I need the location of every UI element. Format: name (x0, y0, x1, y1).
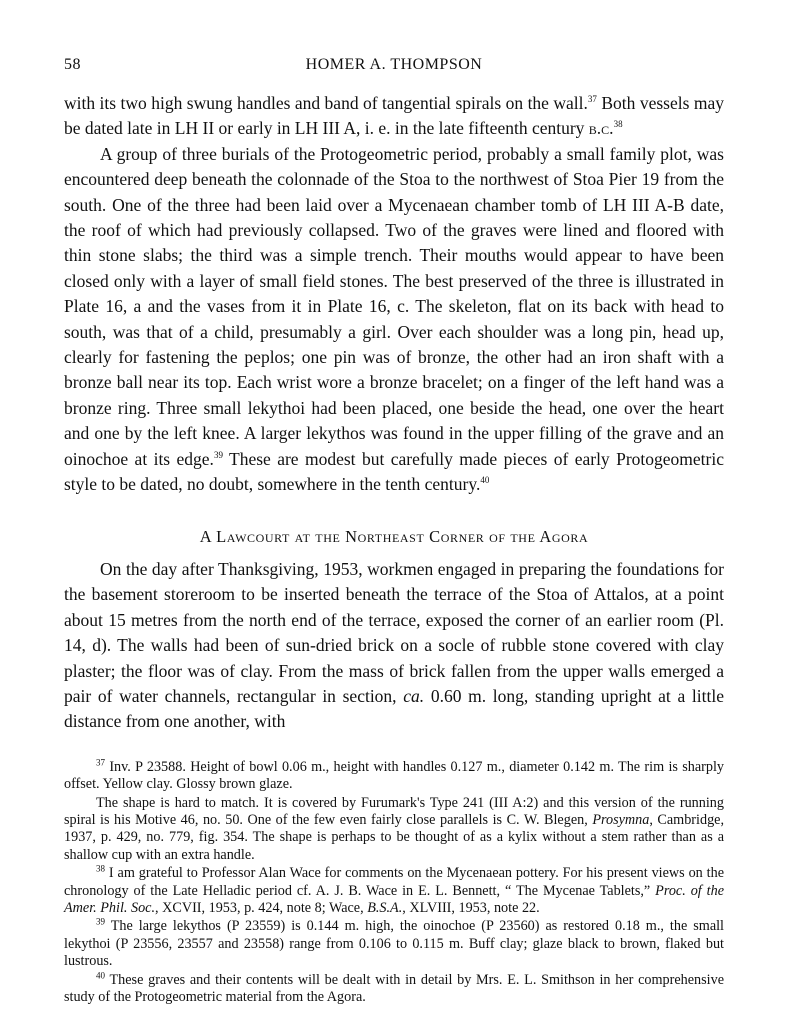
paragraph-burials: A group of three burials of the Protogeometric period, probably a small family plot, was encountered deep beneath the colonnade of the Stoa to the northwest of Stoa Pier 19 from the south. One of the three had been laid over a Mycenaean chamber tomb of LH III A-B date, the roof of which had previously collapsed. Two of the graves were lined and floored with thin stone slabs; the third was a simple trench. Their mouths would appear to have been closed only with a layer of small field stones. The best preserved of the three is illustrated in Plate 16, a and the vases from it in Plate 16, c. The skeleton, flat on its back with head to south, was that of a child, presumably a girl. Over each shoulder was a long pin, head up, clearly for fastening the peplos; one pin was of bronze, the other had an iron shaft with a bronze ball near its top. Each wrist wore a bronze bracelet; on a finger of the left hand was a bronze ring. Three small lekythoi had been placed, one beside the head, one over the heart and one by the left knee. A larger lekythos was found in the upper filling of the grave and an oinochoe at its edge.$^{39}$ These are modest but carefully made pieces of early Protogeometric style to be dated, no doubt, somewhere in the tenth century.$^{40}$ (64, 143, 724, 495)
footnote-37: $^{37}$ Inv. P 23588. Height of bowl 0.06 m., height with handles 0.127 m., diameter 0.142 m. The rim is sharply offset. Yellow clay. Glossy brown glaze. (64, 757, 724, 793)
running-header (64, 56, 724, 80)
footnotes (64, 759, 724, 1007)
footnote-37-continued: The shape is hard to match. It is covered by Furumark's Type 241 (III A:2) and this version of the running spiral is his Motive 46, no. 50. One of the few even fairly close parallels is C. W. Blegen, Prosymna, Cambridge, 1937, p. 429, no. 779, fig. 354. The shape is perhaps to be thought of as a kylix without a stem rather than as a shallow cup with an extra handle. (64, 794, 725, 863)
footnote-ref-40: 40 (480, 475, 490, 486)
footnote-38: $^{38}$ I am grateful to Professor Alan Wace for comments on the Mycenaean pottery. For his present views on the chronology of the Late Helladic period cf. A. J. B. Wace in E. L. Bennett, “ The Mycenae Tablets,” Proc. of the Amer. Phil. Soc., XCVII, 1953, p. 424, note 8; Wace, B.S.A., XLVIII, 1953, note 22. (64, 863, 724, 916)
page (64, 56, 724, 1007)
footnote-ref-37: 37 (587, 94, 597, 105)
footnote-ref-39: 39 (213, 449, 223, 460)
section-heading: A Lawcourt at the Northeast Corner of the Agora (199, 526, 589, 546)
footnote-ref-38: 38 (613, 119, 623, 130)
footnote-40: $^{40}$ These graves and their contents will be dealt with in detail by Mrs. E. L. Smithson in her comprehensive study of the Protogeometric material from the Agora. (64, 969, 724, 1006)
paragraph-lawcourt: On the day after Thanksgiving, 1953, workmen engaged in preparing the foundations for the basement storeroom to be inserted beneath the terrace of the Stoa of Attalos, at a point about 15 metres from the north end of the terrace, exposed the corner of an earlier room (Pl. 14, d). The walls had been of sun-dried brick on a socle of rubble stone covered with clay plaster; the floor was of clay. From the mass of brick fallen from the upper walls emerged a pair of water channels, rectangular in section, ca. 0.60 m. long, standing upright at a little distance from one another, with (64, 558, 724, 732)
page-number: 58 (64, 56, 81, 73)
body-text (64, 91, 724, 735)
paragraph-continued: with its two high swung handles and band of tangential spirals on the wall.$^{37}$ Both vessels may be dated late in LH II or early in LH III A, i. e. in the late fifteenth century b.c.$^{38}$ (64, 93, 724, 139)
footnote-39: $^{39}$ The large lekythos (P 23559) is 0.144 m. high, the oinochoe (P 23560) as restored 0.18 m., the small lekythoi (P 23556, 23557 and 23558) range from 0.106 to 0.115 m. Buff clay; glaze black to brown, flaked but lustrous. (64, 916, 724, 970)
running-head-author: HOMER A. THOMPSON (305, 56, 483, 73)
